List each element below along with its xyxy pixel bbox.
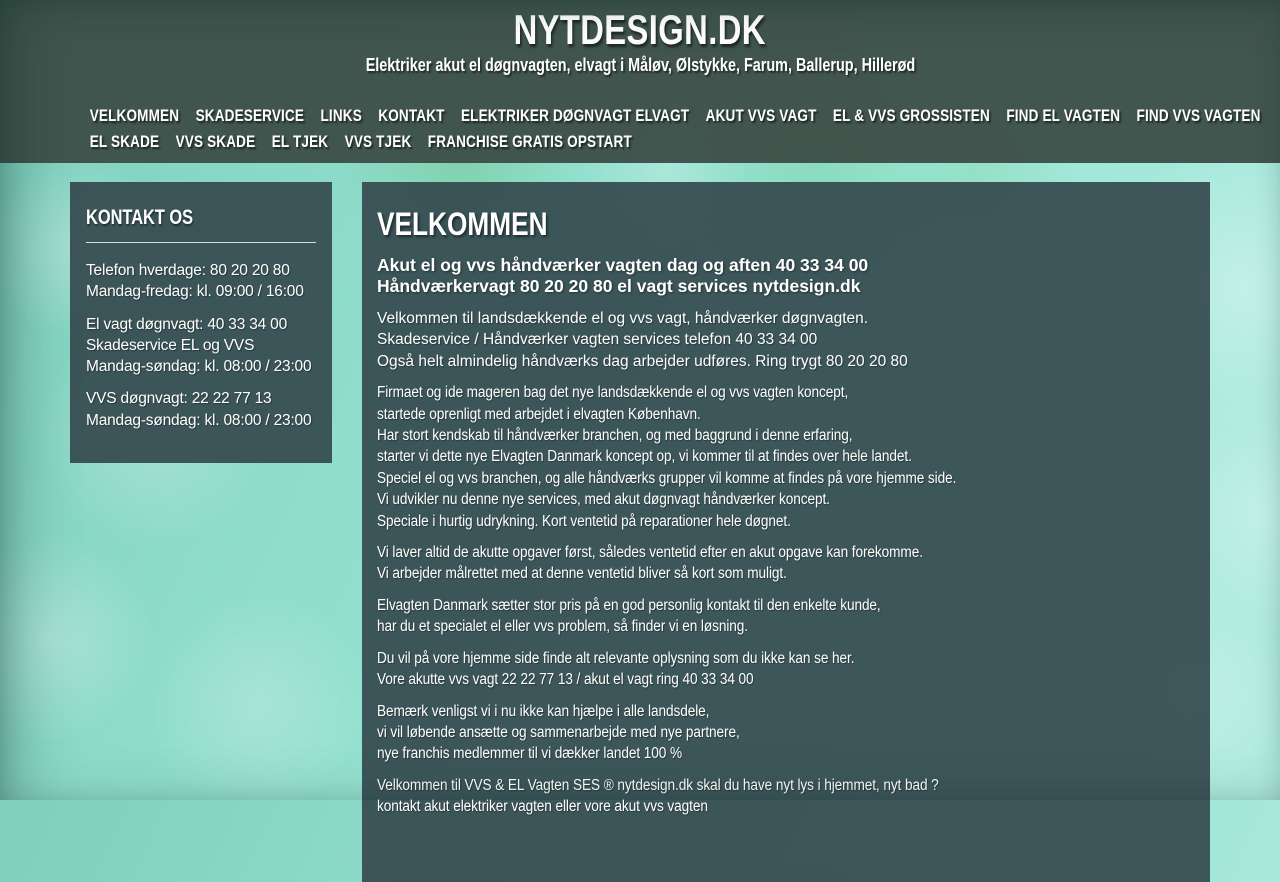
paragraph: Velkommen til landsdækkende el og vvs vagt, håndværker døgnvagten. Skadeservice / Håndværker vagten services telefon 40 33 34 00 Også helt almindelig håndværks dag arbejder udføres. Ring trygt 80 20 20 80	[377, 310, 908, 370]
nav-item-el-tjek[interactable]: EL TJEK	[271, 133, 329, 151]
nav-item-vvs-tjek[interactable]: VVS TJEK	[344, 133, 412, 151]
nav-item-kontakt[interactable]: KONTAKT	[378, 107, 445, 125]
site-title: NYTDESIGN.DK	[513, 6, 767, 53]
page-title: VELKOMMEN	[377, 206, 548, 242]
paragraph: Vi laver altid de akutte opgaver først, således ventetid efter en akut opgave kan forekomme. Vi arbejder målrettet med at denne ventetid bliver så kort som muligt.	[377, 544, 923, 583]
paragraph: Bemærk venligst vi i nu ikke kan hjælpe i alle landsdele, vi vil løbende ansætte og sammenarbejde med nye partnere, nye franchis medlemmer til vi dækker landet 100 %	[377, 702, 740, 763]
main-content-panel	[362, 182, 1210, 882]
sidebar-divider	[86, 242, 316, 243]
contact-group: El vagt døgnvagt: 40 33 34 00 Skadeservice EL og VVS Mandag-søndag: kl. 08:00 / 23:00	[86, 315, 312, 376]
nav-item-akut-vvs-vagt[interactable]: AKUT VVS VAGT	[705, 107, 817, 125]
sidebar-panel	[70, 182, 332, 463]
nav-row-1	[84, 107, 1261, 126]
contact-info	[86, 260, 316, 431]
intro-text: Akut el og vvs håndværker vagten dag og aften 40 33 34 00 Håndværkervagt 80 20 20 80 el vagt services nytdesign.dk	[377, 255, 869, 296]
contact-group: VVS døgnvagt: 22 22 77 13 Mandag-søndag: kl. 08:00 / 23:00	[86, 390, 312, 429]
nav-item-find-el-vagten[interactable]: FIND EL VAGTEN	[1006, 107, 1121, 125]
nav-item-franchise-gratis-opstart[interactable]: FRANCHISE GRATIS OPSTART	[427, 133, 632, 151]
nav-item-skadeservice[interactable]: SKADESERVICE	[195, 107, 305, 125]
paragraph: Velkommen til VVS & EL Vagten SES ® nytdesign.dk skal du have nyt lys i hjemmet, nyt bad ? kontakt akut elektriker vagten eller vore akut vvs vagten	[377, 776, 939, 816]
sidebar-heading: KONTAKT OS	[86, 206, 194, 229]
nav-item-el-skade[interactable]: EL SKADE	[89, 133, 160, 151]
nav-item-elektriker-døgnvagt-elvagt[interactable]: ELEKTRIKER DØGNVAGT ELVAGT	[460, 107, 690, 125]
article-body	[377, 308, 1190, 818]
nav-row-2	[84, 133, 1232, 152]
nav-item-vvs-skade[interactable]: VVS SKADE	[175, 133, 256, 151]
nav-item-velkommen[interactable]: VELKOMMEN	[89, 107, 180, 125]
paragraph: Du vil på vore hjemme side finde alt relevante oplysning som du ikke kan se her. Vore akutte vvs vagt 22 22 77 13 / akut el vagt ring 40 33 34 00	[377, 649, 855, 689]
site-header	[0, 0, 1280, 163]
nav-item-links[interactable]: LINKS	[320, 107, 362, 125]
main-navigation	[84, 107, 1280, 159]
paragraph: Elvagten Danmark sætter stor pris på en god personlig kontakt til den enkelte kunde, har du et specialet el eller vvs problem, så finder vi en løsning.	[377, 596, 881, 636]
nav-item-find-vvs-vagten[interactable]: FIND VVS VAGTEN	[1136, 107, 1261, 125]
paragraph: Firmaet og ide mageren bag det nye landsdækkende el og vvs vagten koncept, startede oprenligt med arbejdet i elvagten København. Har stort kendskab til håndværker branchen, og med baggrund i denne erfaring, starter vi dette nye Elvagten Danmark koncept op, vi kommer til at findes over hele landet. Speciel el og vvs branchen, og alle håndværks grupper vil komme at findes på vore hjemme side. Vi udvikler nu denne nye services, med akut døgnvagt håndværker koncept. Speciale i hurtig udrykning. Kort ventetid på reparationer hele døgnet.	[377, 384, 957, 530]
contact-group: Telefon hverdage: 80 20 20 80 Mandag-fredag: kl. 09:00 / 16:00	[86, 262, 304, 301]
nav-item-el-vvs-grossisten[interactable]: EL & VVS GROSSISTEN	[832, 107, 990, 125]
site-tagline: Elektriker akut el døgnvagten, elvagt i Måløv, Ølstykke, Farum, Ballerup, Hillerød	[365, 55, 915, 75]
